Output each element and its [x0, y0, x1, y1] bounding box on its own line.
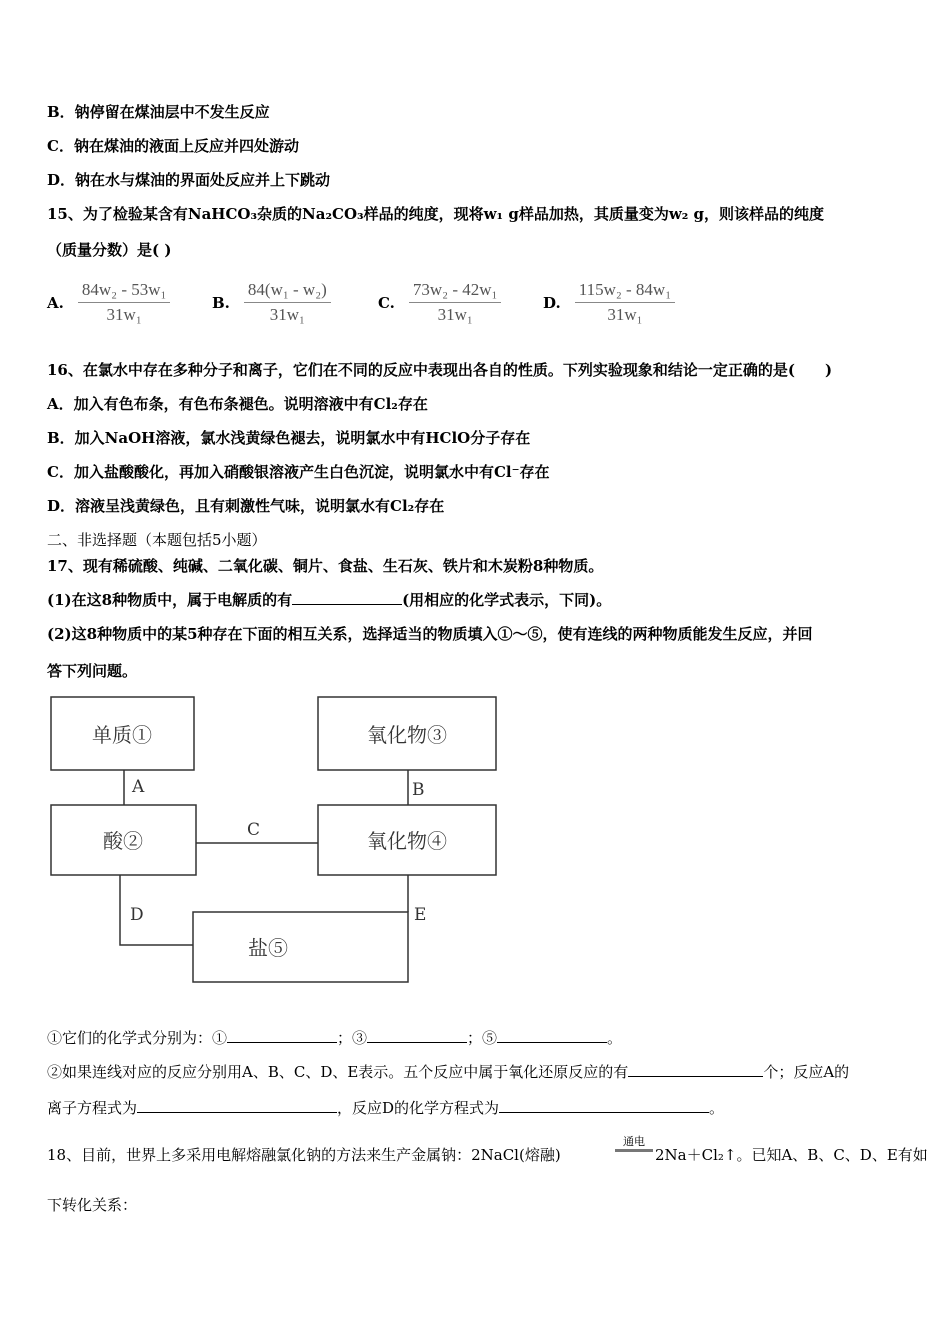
denominator: 31w₁ — [269, 305, 305, 324]
text: ②如果连线对应的反应分别用A、B、C、D、E表示。五个反应中属于氧化还原反应的有 — [47, 1063, 629, 1081]
q15-stem: 15、为了检验某含有NaHCO₃杂质的Na₂CO₃样品的纯度，现将w₁ g样品加热，其质量变为w₂ g，则该样品的纯度 — [47, 205, 825, 223]
q17-stem: 17、现有稀硫酸、纯碱、二氧化碳、铜片、食盐、生石灰、铁片和木炭粉8种物质。 — [47, 557, 604, 575]
text: 。 — [709, 1099, 725, 1117]
answer-blank — [137, 1098, 337, 1113]
q15-stem-2: （质量分数）是( ) — [47, 241, 172, 259]
text: (1)在这8种物质中，属于电解质的有 — [47, 591, 293, 609]
answer-blank — [227, 1028, 337, 1043]
link-label: B — [412, 780, 425, 800]
box-label: 氧化物④ — [367, 829, 447, 853]
text: ①它们的化学式分别为：① — [47, 1029, 228, 1047]
box-label: 盐⑤ — [248, 936, 288, 960]
answer-blank — [628, 1062, 763, 1077]
section-heading: 二、非选择题（本题包括5小题） — [47, 531, 267, 549]
reaction-condition: 通电 — [615, 1133, 653, 1152]
text: 个；反应A的 — [763, 1063, 850, 1081]
q16-option-d: D．溶液呈浅黄绿色，且有刺激性气味，说明氯水有Cl₂存在 — [47, 497, 445, 515]
answer-blank — [367, 1028, 467, 1043]
box-label: 单质① — [92, 723, 152, 747]
q18-stem: 18、目前，世界上多采用电解熔融氯化钠的方法来生产金属钠：2NaCl(熔融) — [47, 1146, 561, 1164]
numerator: 84(w₁ - w₂) — [244, 280, 331, 303]
numerator: 115w₂ - 84w₁ — [575, 280, 675, 303]
q17-sub2 — [47, 1062, 849, 1082]
numerator: 73w₂ - 42w₁ — [409, 280, 502, 303]
option-label: B. — [212, 293, 230, 312]
text: 离子方程式为 — [47, 1099, 138, 1117]
option-label: D. — [543, 293, 561, 312]
q17-part2-cont: 答下列问题。 — [47, 662, 138, 680]
denominator: 31w₁ — [437, 305, 473, 324]
q16-option-c: C．加入盐酸酸化，再加入硝酸银溶液产生白色沉淀，说明氯水中有Cl⁻存在 — [47, 463, 550, 481]
q16-option-a: A．加入有色布条，有色布条褪色。说明溶液中有Cl₂存在 — [47, 395, 428, 413]
text: (用相应的化学式表示，下同)。 — [402, 591, 612, 609]
box-label: 酸② — [103, 829, 143, 853]
box-label: 氧化物③ — [367, 723, 447, 747]
q14-option-c: C．钠在煤油的液面上反应并四处游动 — [47, 137, 299, 155]
q16-option-b: B．加入NaOH溶液，氯水浅黄绿色褪去，说明氯水中有HClO分子存在 — [47, 429, 531, 447]
link-label: A — [132, 777, 145, 797]
link-label: D — [130, 905, 144, 925]
denominator: 31w₁ — [607, 305, 643, 324]
numerator: 84w₂ - 53w₁ — [78, 280, 171, 303]
option-label: C. — [378, 293, 395, 312]
text: 。 — [607, 1029, 623, 1047]
q17-part2: (2)这8种物质中的某5种存在下面的相互关系，选择适当的物质填入①～⑤，使有连线的两种物质能发生反应，并回 — [47, 625, 813, 643]
q14-option-b: B．钠停留在煤油层中不发生反应 — [47, 103, 270, 121]
link-label: C — [247, 820, 261, 840]
text: ；③ — [337, 1029, 368, 1047]
q17-sub2-cont — [47, 1098, 724, 1118]
q17-sub1 — [47, 1028, 622, 1048]
text: ，反应D的化学方程式为 — [337, 1099, 500, 1117]
text: ；⑤ — [467, 1029, 498, 1047]
q14-option-d: D．钠在水与煤油的界面处反应并上下跳动 — [47, 171, 331, 189]
q18-stem-2: 下转化关系： — [47, 1196, 138, 1214]
option-label: A. — [47, 293, 64, 312]
link-label: E — [414, 905, 427, 925]
answer-blank — [499, 1098, 709, 1113]
q18-stem-cont: 2Na＋Cl₂↑。已知A、B、C、D、E有如 — [655, 1146, 928, 1164]
box-salt — [193, 912, 408, 982]
denominator: 31w₁ — [106, 305, 142, 324]
answer-blank — [497, 1028, 607, 1043]
q16-stem: 16、在氯水中存在多种分子和离子，它们在不同的反应中表现出各自的性质。下列实验现象和结论一定正确的是( ) — [47, 361, 833, 379]
